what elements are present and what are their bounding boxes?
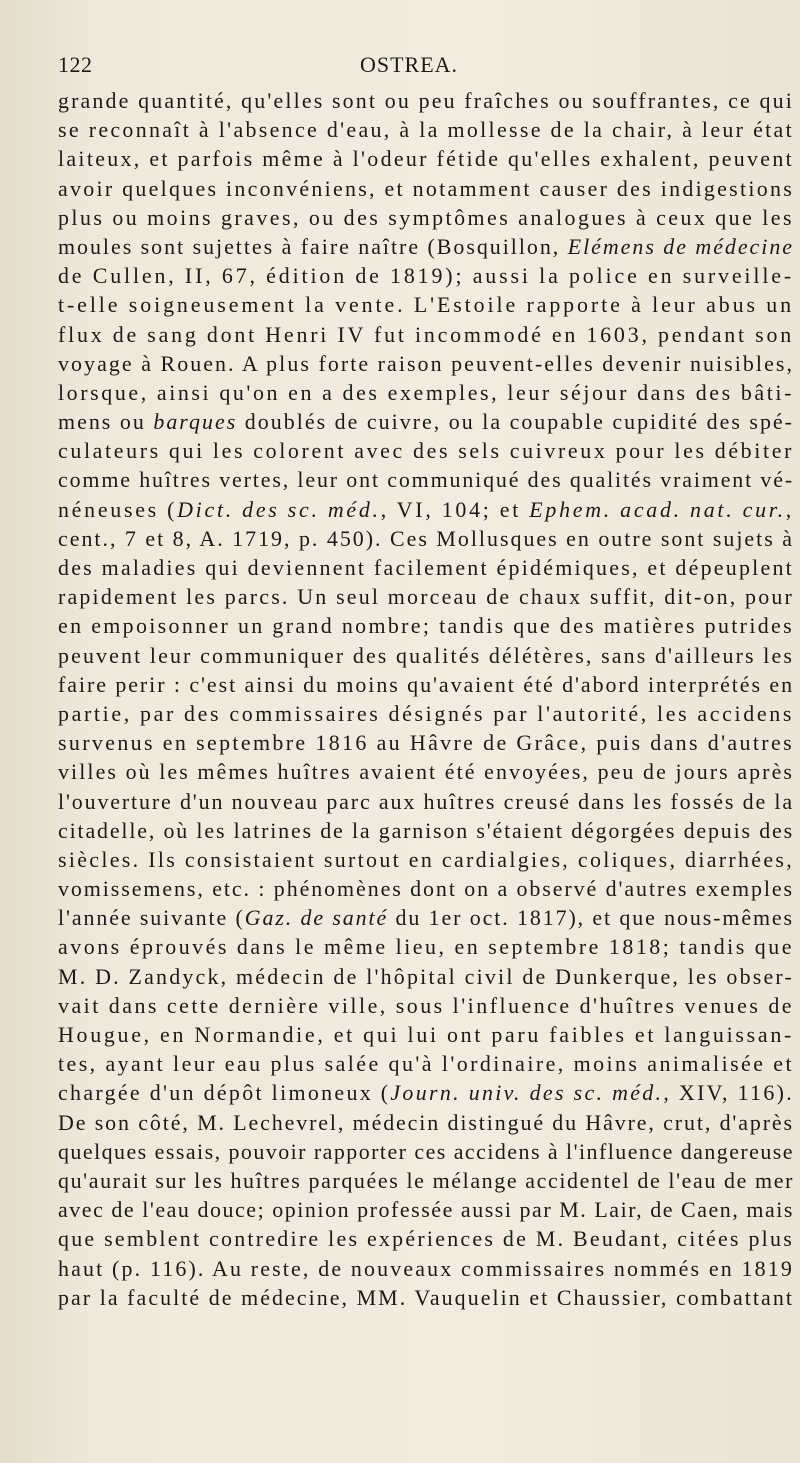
text-line-content — [58, 1020, 794, 1049]
italic-text: Dict. des sc. méd. — [177, 496, 381, 522]
text-run: t-elle soigneusement la vente. L'Estoile rapporte à leur abus un — [58, 292, 794, 318]
text-line — [58, 670, 794, 699]
text-run: du 1er oct. 1817), et que nous-mêmes — [388, 905, 794, 931]
text-line — [58, 1049, 794, 1078]
text-line — [58, 611, 794, 640]
text-run: qu'aurait sur les huîtres parquées le mélange accidentel de l'eau de mer — [58, 1167, 794, 1193]
text-line — [58, 1224, 794, 1253]
text-line-content — [58, 290, 794, 319]
text-line — [58, 1108, 794, 1137]
body-text — [58, 86, 794, 1312]
text-line-content — [58, 1224, 794, 1253]
text-line — [58, 203, 794, 232]
text-line — [58, 962, 794, 991]
text-run: doublés de cuivre, ou la coupable cupidité des spé- — [237, 409, 794, 435]
text-line — [58, 553, 794, 582]
text-run: laiteux, et parfois même à l'odeur fétide qu'elles exhalent, peuvent — [58, 146, 794, 172]
text-line — [58, 582, 794, 611]
text-line-content — [58, 436, 794, 465]
text-run: , VI, 104; et — [380, 496, 530, 522]
text-line-content — [58, 1283, 794, 1312]
text-line — [58, 144, 794, 173]
text-run: avoir quelques inconvéniens, et notamment causer des indigestions — [58, 175, 794, 201]
text-line-content — [58, 495, 794, 524]
text-line-content — [58, 320, 794, 349]
text-run: culateurs qui les colorent avec des sels cuivreux pour les débiter — [58, 438, 794, 464]
text-line — [58, 1283, 794, 1312]
text-line-content — [58, 699, 794, 728]
text-line-content — [58, 845, 794, 874]
italic-text: Journ. univ. des sc. méd. — [390, 1080, 664, 1106]
text-line-content — [58, 407, 794, 436]
text-line — [58, 874, 794, 903]
text-line — [58, 115, 794, 144]
text-line-content — [58, 86, 794, 115]
text-line — [58, 728, 794, 757]
text-line-content — [58, 582, 794, 611]
text-line — [58, 232, 794, 261]
text-run: citadelle, où les latrines de la garnison s'étaient dégorgées depuis des — [58, 817, 794, 843]
text-line — [58, 1195, 794, 1224]
text-line-content — [58, 670, 794, 699]
text-line-content — [58, 524, 794, 553]
text-run: cent., 7 et 8, A. 1719, p. 450). Ces Mollusques en outre sont sujets à — [58, 525, 794, 551]
text-line — [58, 991, 794, 1020]
text-line-content — [58, 757, 794, 786]
text-run: par la faculté de médecine, MM. Vauquelin et Chaussier, combattant — [58, 1284, 794, 1310]
text-line-content — [58, 991, 794, 1020]
text-line — [58, 524, 794, 553]
text-line-content — [58, 553, 794, 582]
text-line — [58, 349, 794, 378]
running-title: OSTREA. — [359, 52, 459, 77]
text-line-content — [58, 144, 794, 173]
text-line-content — [58, 1166, 794, 1195]
text-run: avec de l'eau douce; opinion professée aussi par M. Lair, de Caen, mais — [58, 1197, 794, 1223]
text-run: chargée d'un dépôt limoneux ( — [58, 1080, 391, 1106]
text-run: , — [785, 496, 794, 522]
text-line-content — [58, 232, 794, 261]
italic-text: Ephem. acad. nat. cur. — [529, 496, 786, 522]
text-line-content — [58, 174, 794, 203]
text-run: des maladies qui deviennent facilement épidémiques, et dépeuplent — [58, 555, 794, 580]
text-line-content — [58, 787, 794, 816]
text-line — [58, 86, 794, 115]
text-line-content — [58, 728, 794, 757]
text-line — [58, 787, 794, 816]
text-line — [58, 1020, 794, 1049]
text-line-content — [58, 1254, 794, 1283]
text-line — [58, 465, 794, 494]
text-line — [58, 320, 794, 349]
text-line-content — [58, 1049, 794, 1078]
italic-text: barques — [153, 409, 238, 435]
text-line-content — [58, 115, 794, 144]
italic-text: Gaz. de santé — [244, 905, 389, 931]
text-line-content — [58, 962, 794, 991]
text-line — [58, 699, 794, 728]
text-line — [58, 757, 794, 786]
text-run: partie, par des commissaires désignés par l'autorité, les accidens — [58, 700, 794, 726]
text-run: comme huîtres vertes, leur ont communiqué des qualités vraiment vé- — [58, 467, 794, 493]
text-run: moules sont sujettes à faire naître (Bosquillon, — [58, 233, 568, 259]
text-run: peuvent leur communiquer des qualités délétères, sans d'ailleurs les — [58, 642, 794, 668]
text-line — [58, 174, 794, 203]
running-head — [58, 52, 760, 86]
text-run: rapidement les parcs. Un seul morceau de chaux suffit, dit-on, pour — [58, 584, 794, 610]
text-line — [58, 407, 794, 436]
text-line — [58, 641, 794, 670]
text-line — [58, 845, 794, 874]
text-line-content — [58, 1195, 794, 1224]
text-run: mens ou — [58, 409, 154, 435]
text-run: avons éprouvés dans le même lieu, en septembre 1818; tandis que — [58, 934, 794, 960]
text-run: De son côté, M. Lechevrel, médecin distingué du Hâvre, crut, d'après — [58, 1109, 794, 1135]
text-line — [58, 290, 794, 319]
text-line-content — [58, 378, 794, 407]
text-run: l'année suivante ( — [58, 905, 245, 931]
text-line-content — [58, 261, 794, 290]
text-run: néneuses ( — [58, 496, 178, 522]
italic-text: Elémens de médecine — [567, 233, 794, 259]
text-line-content — [58, 465, 794, 494]
text-run: flux de sang dont Henri IV fut incommodé en 1603, pendant son — [58, 321, 794, 347]
text-run: de Cullen, II, 67, édition de 1819); aussi la police en surveille- — [58, 263, 794, 289]
text-run: l'ouverture d'un nouveau parc aux huîtres creusé dans les fossés de la — [58, 788, 794, 814]
text-line-content — [58, 932, 794, 961]
text-run: plus ou moins graves, ou des symptômes analogues à ceux que les — [58, 204, 794, 230]
text-run: que semblent contredire les expériences de M. Beudant, citées plus — [58, 1226, 794, 1252]
text-run: quelques essais, pouvoir rapporter ces accidens à l'influence dangereuse — [58, 1138, 794, 1164]
text-run: siècles. Ils consistaient surtout en cardialgies, coliques, diarrhées, — [58, 846, 794, 872]
text-line-content — [58, 816, 794, 845]
text-line-content — [58, 874, 794, 903]
text-run: vait dans cette dernière ville, sous l'influence d'huîtres venues de — [58, 992, 794, 1018]
text-line-content — [58, 349, 794, 378]
text-line — [58, 495, 794, 524]
text-run: voyage à Rouen. A plus forte raison peuvent-elles devenir nuisibles, — [58, 350, 794, 376]
text-line-content — [58, 903, 794, 932]
text-run: faire perir : c'est ainsi du moins qu'avaient été d'abord interprétés en — [58, 671, 794, 697]
text-run: M. D. Zandyck, médecin de l'hôpital civil de Dunkerque, les obser- — [58, 963, 794, 989]
text-run: vomissemens, etc. : phénomènes dont on a observé d'autres exemples — [58, 876, 794, 902]
text-line — [58, 903, 794, 932]
text-line-content — [58, 1108, 794, 1137]
text-run: survenus en septembre 1816 au Hâvre de Grâce, puis dans d'autres — [58, 730, 794, 756]
page-number: 122 — [58, 52, 93, 77]
text-run: se reconnaît à l'absence d'eau, à la mollesse de la chair, à leur état — [58, 117, 794, 143]
text-run: Hougue, en Normandie, et qui lui ont paru faibles et languissan- — [58, 1022, 794, 1047]
text-run: villes où les mêmes huîtres avaient été envoyées, peu de jours après — [58, 759, 794, 785]
text-line — [58, 816, 794, 845]
text-line — [58, 1137, 794, 1166]
text-line — [58, 1166, 794, 1195]
text-run: haut (p. 116). Au reste, de nouveaux commissaires nommés en 1819 — [58, 1255, 794, 1281]
text-line-content — [58, 1078, 794, 1107]
text-run: grande quantité, qu'elles sont ou peu fraîches ou souffrantes, ce qui — [58, 88, 794, 113]
text-line — [58, 261, 794, 290]
text-line — [58, 1254, 794, 1283]
text-line-content — [58, 611, 794, 640]
text-run: lorsque, ainsi qu'on en a des exemples, leur séjour dans des bâti- — [58, 379, 794, 405]
text-run: tes, ayant leur eau plus salée qu'à l'ordinaire, moins animalisée et — [58, 1051, 794, 1077]
text-line-content — [58, 641, 794, 670]
text-line-content — [58, 1137, 794, 1166]
text-line-content — [58, 203, 794, 232]
text-line — [58, 436, 794, 465]
text-run: , XIV, 116). — [663, 1080, 794, 1106]
text-line — [58, 378, 794, 407]
text-run: en empoisonner un grand nombre; tandis que des matières putrides — [58, 613, 794, 639]
text-line — [58, 1078, 794, 1107]
text-line — [58, 932, 794, 961]
